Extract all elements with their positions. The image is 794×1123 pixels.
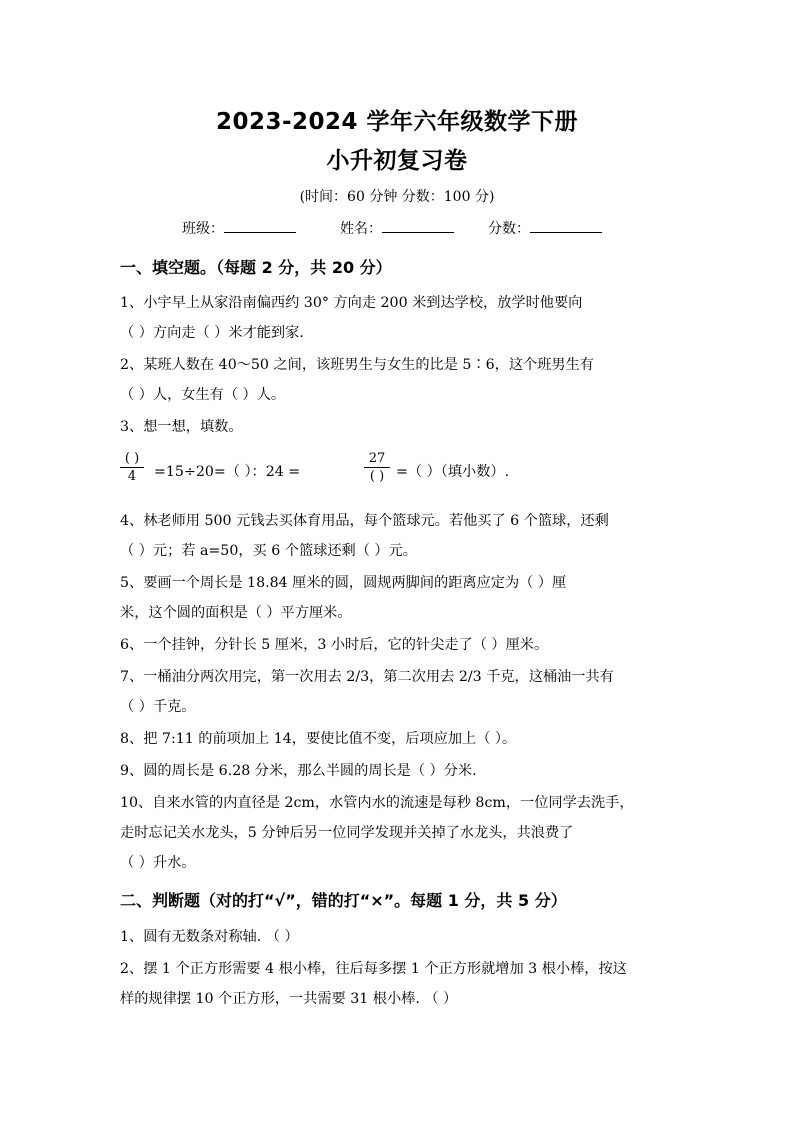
- q3-frac1-denominator: 4: [127, 469, 137, 484]
- q3-expression: =15÷20=（ ）：24 =: [154, 464, 301, 480]
- section1-heading: 一、填空题。（每题 2 分，共 20 分）: [120, 258, 392, 277]
- class-field[interactable]: [182, 218, 296, 238]
- tf2-line1: 2、摆 1 个正方形需要 4 根小棒，往后每多摆 1 个正方形就增加 3 根小棒，按这: [120, 961, 627, 977]
- name-field[interactable]: [340, 218, 454, 238]
- q10-line1: 10、自来水管的内直径是 2cm，水管内水的流速是每秒 8cm，一位同学去洗手，: [120, 795, 634, 811]
- q7-line2: （ ）千克。: [120, 699, 196, 715]
- q2-line1: 2、某班人数在 40～50 之间，该班男生与女生的比是 5∶6，这个班男生有: [120, 357, 594, 373]
- q7-line1: 7、一桶油分两次用完，第一次用去 2/3，第二次用去 2/3 千克，这桶油一共有: [120, 669, 614, 685]
- q1-line2: （ ）方向走（ ）米才能到家.: [120, 325, 304, 341]
- class-blank[interactable]: [224, 218, 296, 233]
- q3-fraction-1: [120, 451, 144, 484]
- q4-line2: （ ）元；若 a=50，买 6 个篮球还剩（ ）元。: [120, 543, 417, 559]
- q3-line1: 3、想一想，填数。: [120, 419, 243, 435]
- fraction-bar: [120, 467, 144, 468]
- q3-frac1-numerator: ( ): [124, 451, 140, 466]
- fraction-bar: [364, 467, 390, 468]
- q2-line2: （ ）人，女生有（ ）人。: [120, 387, 286, 403]
- q4-line1: 4、林老师用 500 元钱去买体育用品，每个篮球元。若他买了 6 个篮球，还剩: [120, 513, 609, 529]
- q5-line1: 5、要画一个周长是 18.84 厘米的圆，圆规两脚间的距离应定为（ ）厘: [120, 575, 567, 591]
- q3-tail: =（ ）（填小数）.: [396, 464, 510, 480]
- name-label: 姓名：: [340, 221, 382, 237]
- q9-line1: 9、圆的周长是 6.28 分米，那么半圆的周长是（ ）分米.: [120, 763, 477, 779]
- q8-line1: 8、把 7:11 的前项加上 14，要使比值不变，后项应加上（ ）。: [120, 731, 517, 747]
- tf1-line1: 1、圆有无数条对称轴. （ ）: [120, 929, 299, 945]
- q10-line2: 走时忘记关水龙头，5 分钟后另一位同学发现并关掉了水龙头，共浪费了: [120, 825, 574, 841]
- q5-line2: 米，这个圆的面积是（ ）平方厘米。: [120, 605, 352, 621]
- name-blank[interactable]: [382, 218, 454, 233]
- q6-line1: 6、一个挂钟，分针长 5 厘米，3 小时后，它的针尖走了（ ）厘米。: [120, 637, 549, 653]
- score-blank[interactable]: [530, 218, 602, 233]
- q3-frac2-numerator: 27: [368, 451, 386, 466]
- q3-frac2-denominator: ( ): [369, 469, 385, 484]
- page-title: 2023-2024 学年六年级数学下册: [215, 109, 579, 135]
- tf2-line2: 样的规律摆 10 个正方形，一共需要 31 根小棒. （ ）: [120, 991, 458, 1007]
- q1-line1: 1、小宇早上从家沿南偏西约 30° 方向走 200 米到达学校，放学时他要向: [120, 295, 583, 311]
- section2-heading: 二、判断题（对的打“√”，错的打“×”。每题 1 分，共 5 分）: [120, 891, 567, 910]
- q3-fraction-2: [364, 451, 390, 484]
- q10-line3: （ ）升水。: [120, 855, 196, 871]
- page-subtitle: 小升初复习卷: [326, 148, 468, 174]
- class-label: 班级：: [182, 221, 224, 237]
- score-label: 分数：: [488, 221, 530, 237]
- exam-meta: (时间：60 分钟 分数：100 分): [299, 189, 495, 205]
- score-field[interactable]: [488, 218, 602, 238]
